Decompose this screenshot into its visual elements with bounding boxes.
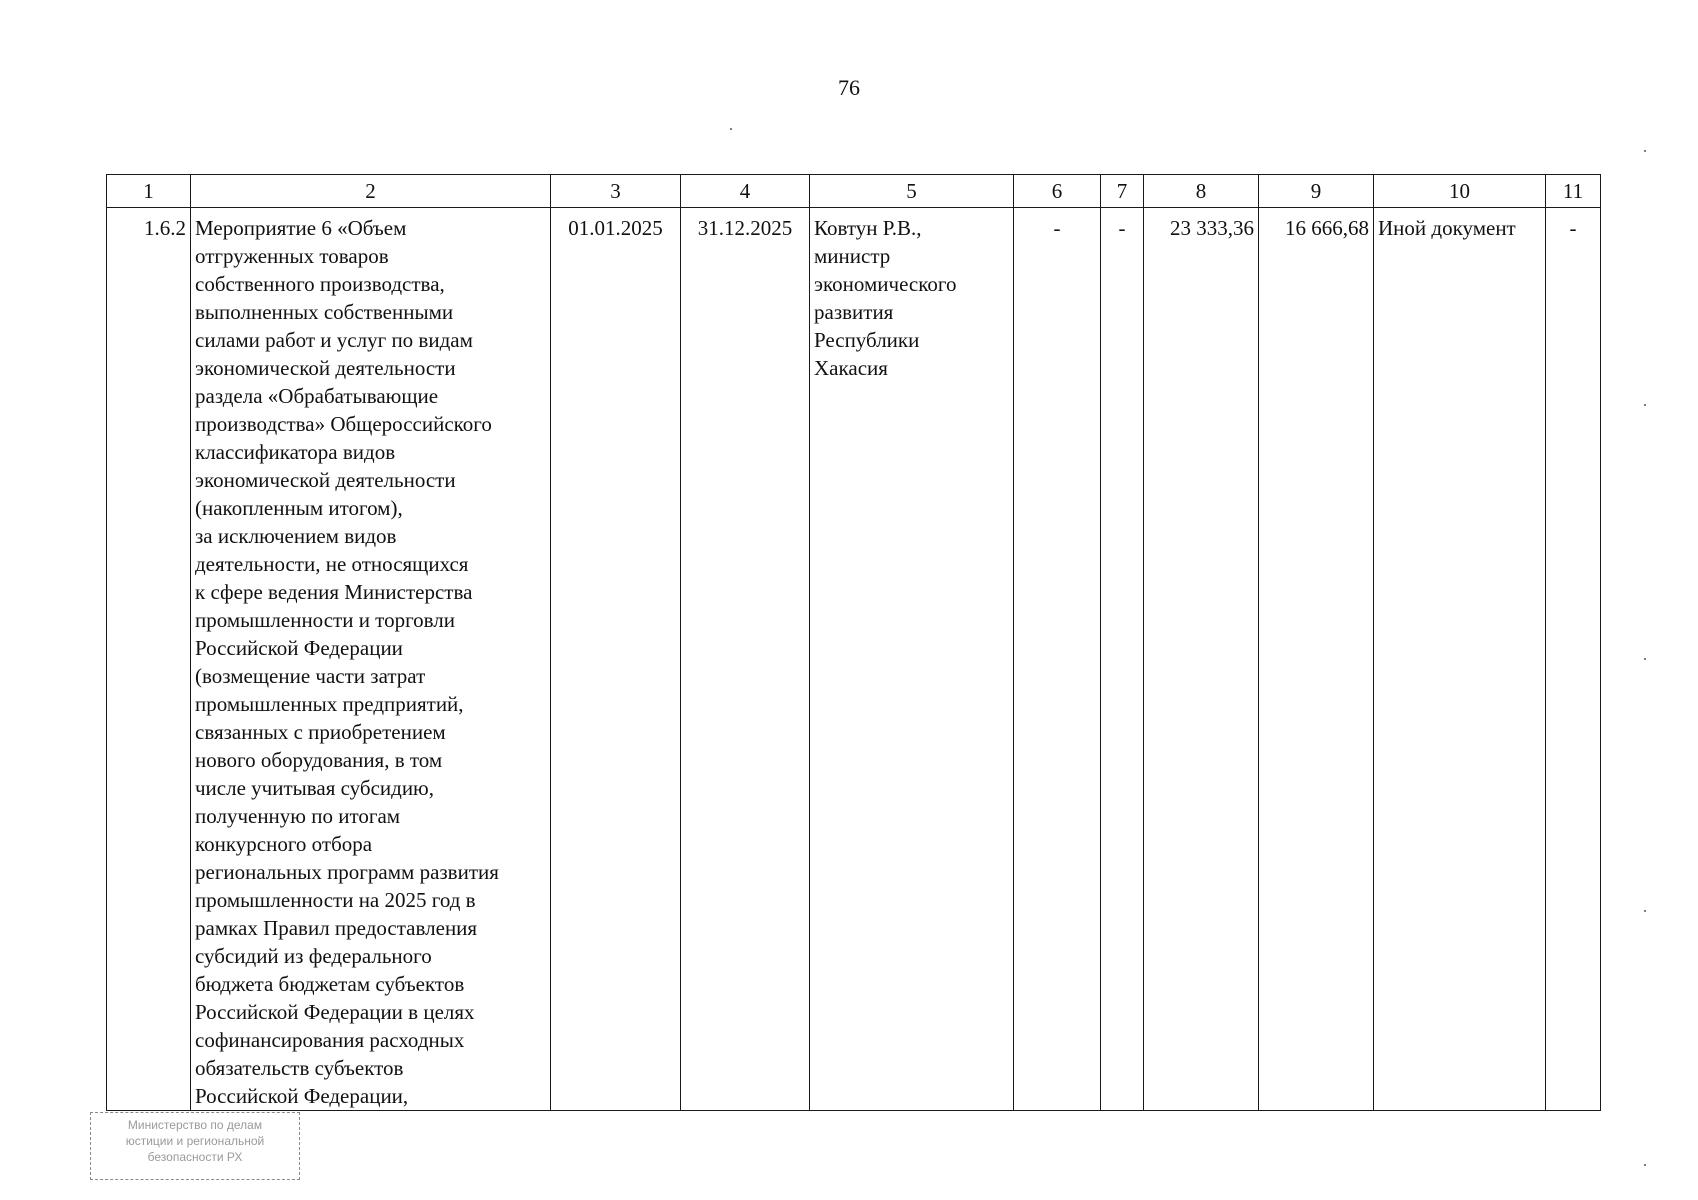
registration-stamp: [90, 1112, 300, 1180]
column-header: 5: [810, 175, 1014, 208]
row-start-date: 01.01.2025: [551, 208, 681, 1111]
column-header: 2: [191, 175, 551, 208]
row-description: Мероприятие 6 «Объем отгруженных товаров собственного производства, выполненных собственными силами работ и услуг по видам экономической деятельности раздела «Обрабатывающие производства» Общероссийского классификатора видов экономической деятельности (накопленным итогом), за исключением видов деятельности, не относящихся к сфере ведения Министерства промышленности и торговли Российской Федерации (возмещение части затрат промышленных предприятий, связанных с приобретением нового оборудования, в том числе учитывая субсидию, полученную по итогам конкурсного отбора региональных программ развития промышленности на 2025 год в рамках Правил предоставления субсидий из федерального бюджета бюджетам субъектов Российской Федерации в целях софинансирования расходных обязательств субъектов Российской Федерации,: [195, 216, 499, 1108]
stamp-line: безопасности РХ: [147, 1150, 243, 1164]
row-code: 1.6.2: [107, 208, 191, 1111]
table-row: [107, 208, 1601, 1111]
scan-speck: [1644, 150, 1646, 152]
column-header: 11: [1546, 175, 1601, 208]
column-header: 7: [1101, 175, 1144, 208]
column-header: 1: [107, 175, 191, 208]
scan-speck: [730, 128, 732, 130]
scan-speck: [1644, 404, 1646, 406]
row-col11: -: [1546, 208, 1601, 1111]
row-col6: -: [1014, 208, 1101, 1111]
row-col10: Иной документ: [1374, 208, 1546, 1111]
column-header: 10: [1374, 175, 1546, 208]
row-description-cell: [191, 208, 551, 1111]
stamp-line: юстиции и региональной: [125, 1134, 265, 1148]
row-end-date: 31.12.2025: [681, 208, 810, 1111]
scan-speck: [1644, 910, 1646, 912]
row-col7: -: [1101, 208, 1144, 1111]
row-col9: 16 666,68: [1259, 208, 1374, 1111]
scan-speck: [1644, 1164, 1646, 1166]
row-col8: 23 333,36: [1144, 208, 1259, 1111]
column-header: 6: [1014, 175, 1101, 208]
column-header: 8: [1144, 175, 1259, 208]
row-responsible-cell: [810, 208, 1014, 1111]
row-responsible: Ковтун Р.В., министр экономического развития Республики Хакасия: [814, 216, 957, 380]
column-header: 9: [1259, 175, 1374, 208]
stamp-line: Министерство по делам: [127, 1118, 263, 1132]
scan-speck: [1644, 658, 1646, 660]
column-header: 3: [551, 175, 681, 208]
column-header: 4: [681, 175, 810, 208]
measures-table: [106, 174, 1601, 1111]
page-number: 76: [838, 75, 860, 100]
header-row: [107, 175, 1601, 208]
